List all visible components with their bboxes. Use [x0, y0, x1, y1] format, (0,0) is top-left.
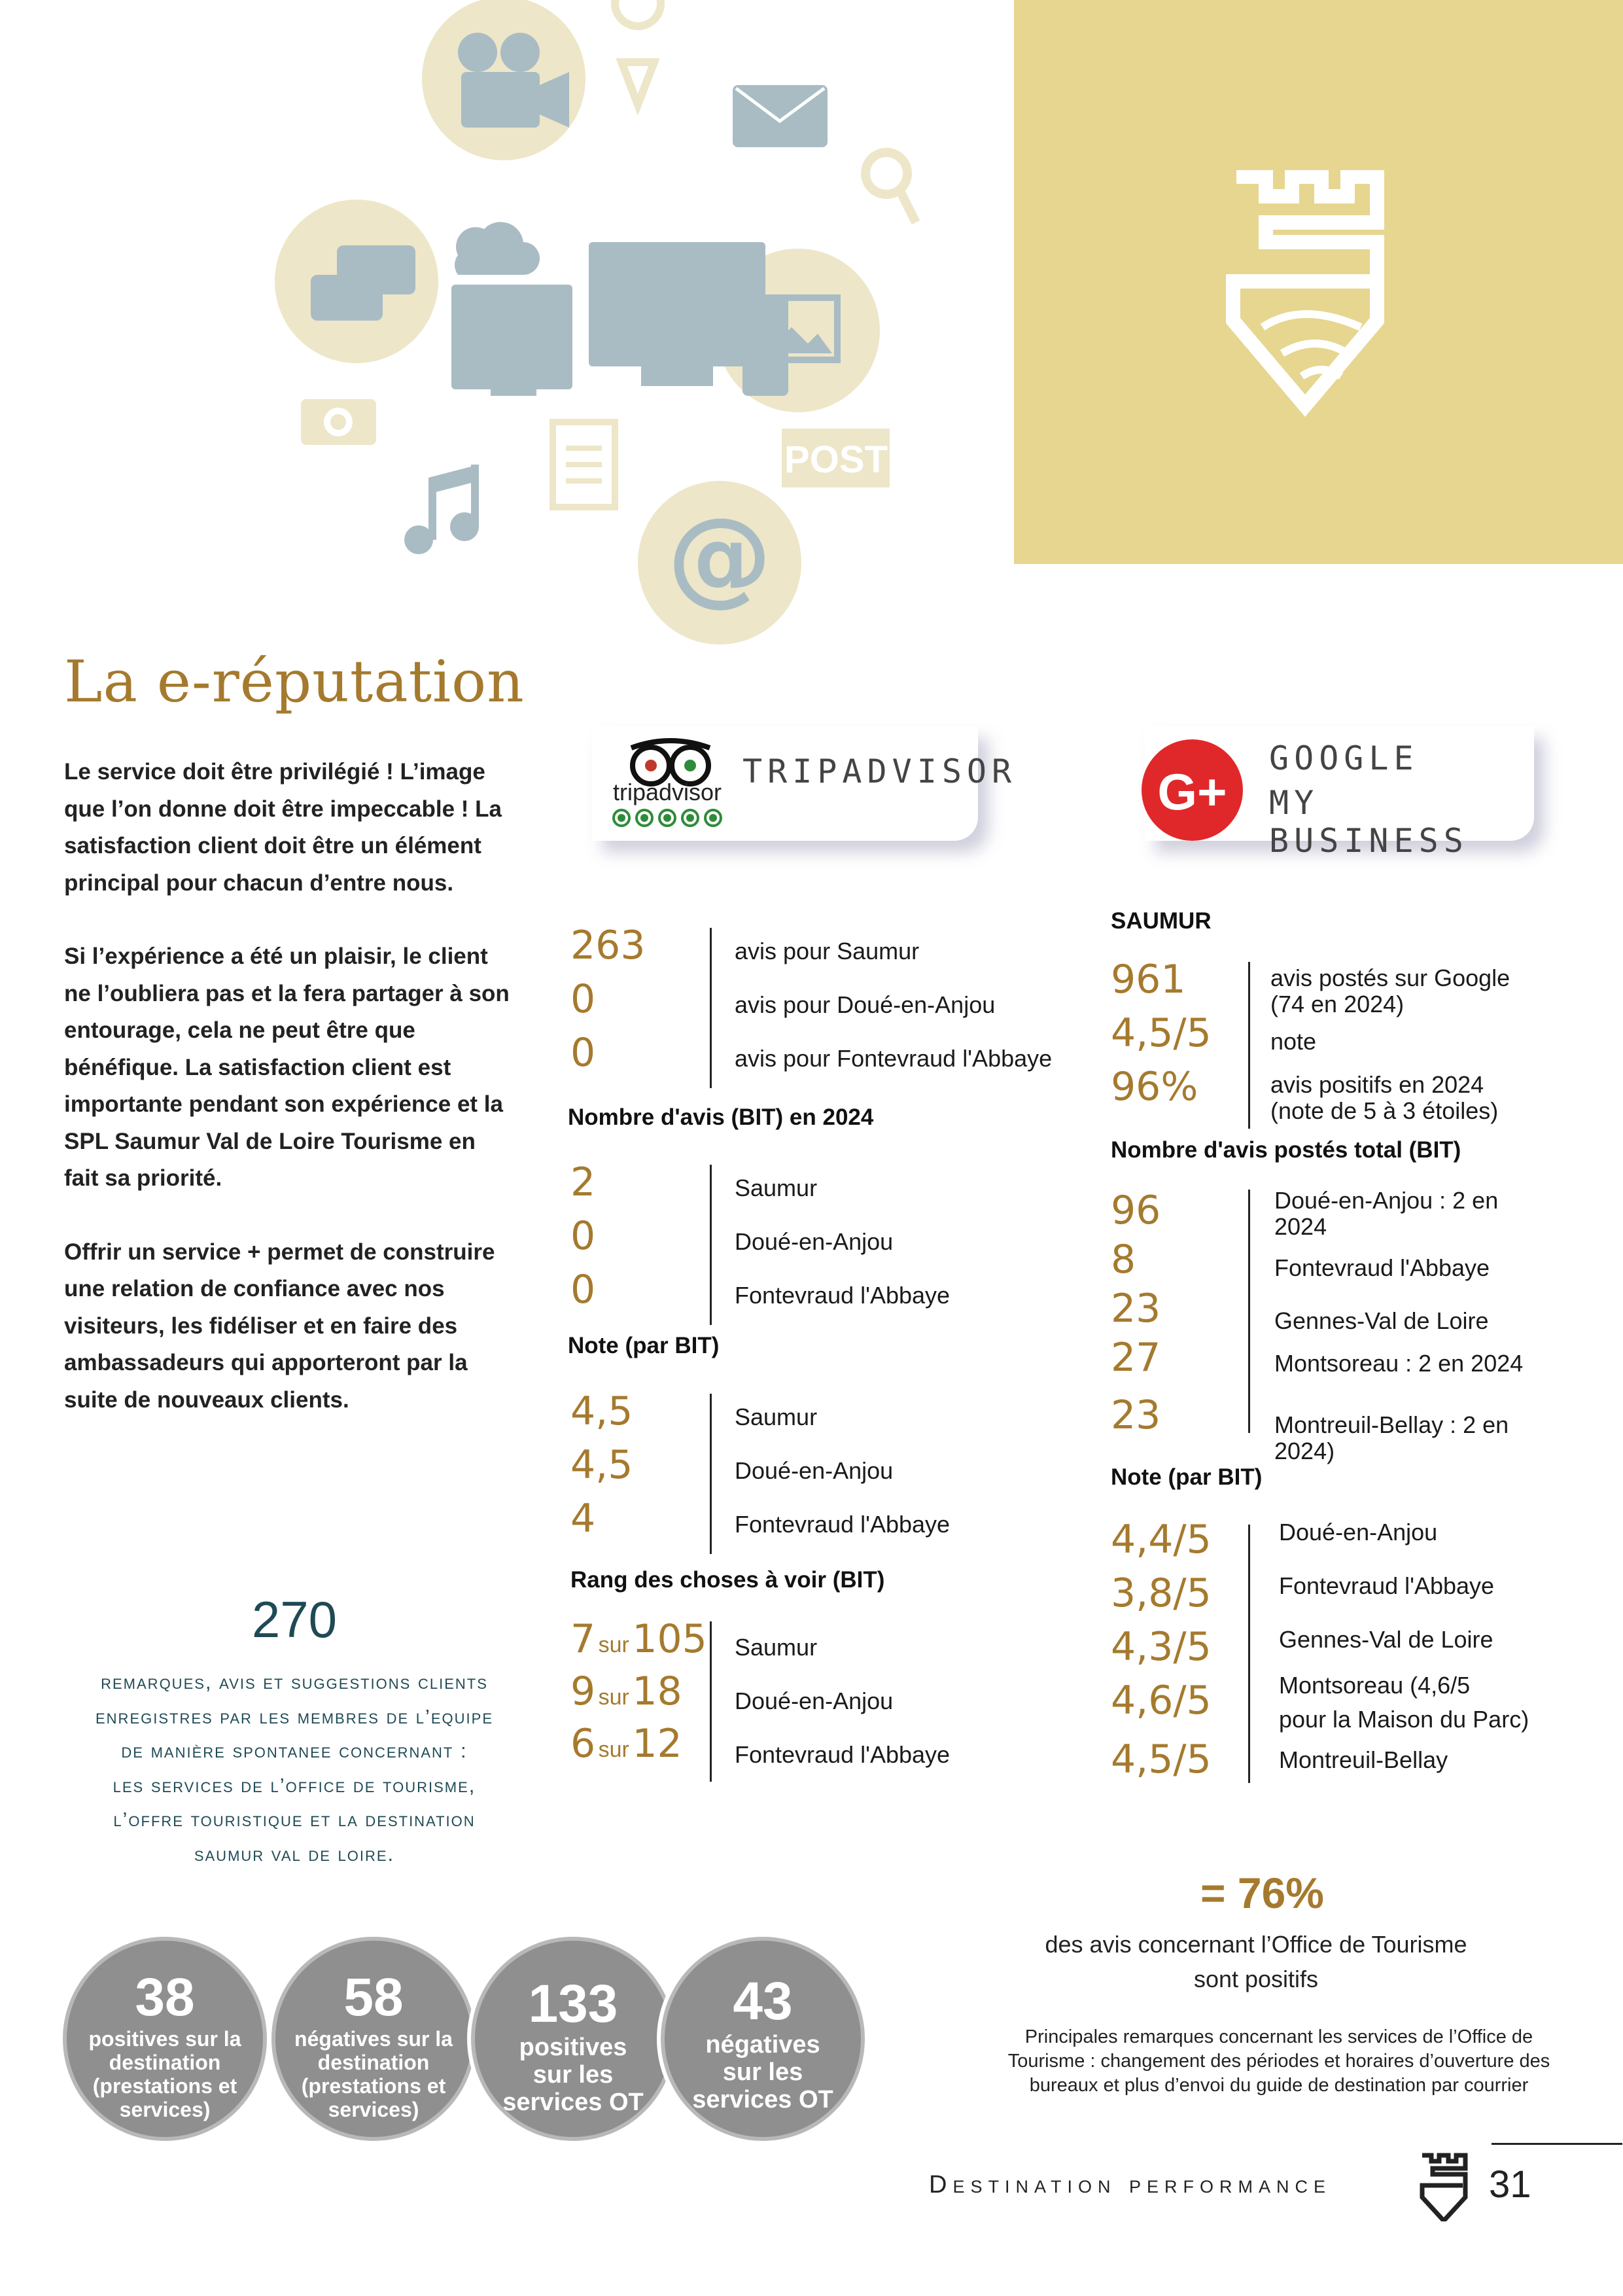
g-total-value: 23: [1111, 1392, 1161, 1438]
g-total-value: 27: [1111, 1335, 1161, 1381]
ta-bit-value: 0: [570, 1267, 596, 1313]
rating-dots-icon: [612, 808, 723, 828]
g-saumur-title: SAUMUR: [1111, 908, 1212, 934]
intro-paragraph-1: Le service doit être privilégié ! L’image que l’on donne doit être impeccable ! La satisfaction client doit être un élément principal pour chacun d’entre nous.: [64, 759, 502, 896]
post-label: POST: [784, 438, 888, 481]
divider: [1248, 962, 1250, 1129]
document-icon: [553, 422, 615, 507]
footer-label: Destination performance: [929, 2171, 1332, 2199]
g-note-value: 4,3/5: [1111, 1624, 1212, 1670]
ta-rank-label: Saumur: [735, 1634, 818, 1661]
g-note-label: Montreuil-Bellay: [1279, 1746, 1448, 1773]
ta-bit-label: Saumur: [735, 1174, 818, 1201]
ta-bit-title: Nombre d'avis (BIT) en 2024: [568, 1104, 874, 1130]
g-note-value: 4,4/5: [1111, 1517, 1212, 1563]
stat-number: 43: [733, 1971, 793, 2031]
google-title-1: GOOGLE: [1269, 739, 1419, 777]
remarks-description: [46, 1665, 543, 1871]
ta-note-title: Note (par BIT): [568, 1333, 720, 1358]
google-plus-label: G+: [1157, 763, 1227, 821]
location-pin-icon: [615, 0, 661, 105]
tripadvisor-title: TRIPADVISOR: [742, 752, 1017, 790]
g-total-title: Nombre d'avis postés total (BIT): [1111, 1137, 1461, 1163]
footer-logo: [1418, 2153, 1471, 2221]
stat-circle-positive-destination: [63, 1937, 267, 2141]
tripadvisor-logo-text: tripadvisor: [612, 779, 722, 805]
stat-label: négatives sur la destination (prestations et services): [294, 2027, 453, 2121]
g-note-label: Fontevraud l'Abbaye: [1279, 1572, 1495, 1599]
stat-circle-negative-ot: [661, 1937, 865, 2141]
g-saumur-value: 961: [1111, 957, 1186, 1002]
at-label: @: [667, 495, 772, 617]
envelope-icon: [733, 85, 828, 147]
divider: [710, 928, 712, 1088]
stat-label: positives sur les services OT: [502, 2034, 644, 2116]
g-total-label: Doué-en-Anjou : 2 en 2024: [1274, 1187, 1499, 1240]
remarks-count: 270: [251, 1591, 338, 1648]
ta-rank-label: Doué-en-Anjou: [735, 1687, 894, 1714]
g-note-value: 4,6/5: [1111, 1678, 1212, 1723]
ta-review-label: avis pour Fontevraud l'Abbaye: [735, 1045, 1053, 1072]
ta-rank-label: Fontevraud l'Abbaye: [735, 1741, 951, 1768]
g-total-label: Gennes-Val de Loire: [1274, 1307, 1489, 1334]
remarks-line: les services de l’office de tourisme,: [113, 1773, 476, 1797]
g-note-label: Doué-en-Anjou: [1279, 1519, 1438, 1545]
stat-label: négatives sur les services OT: [692, 2031, 833, 2113]
ta-note-value: 4,5: [570, 1442, 633, 1488]
stat-number: 58: [343, 1968, 404, 2027]
ta-rank-row: 7 sur 105: [570, 1616, 707, 1662]
stat-label: positives sur la destination (prestations et services): [88, 2027, 241, 2121]
divider: [710, 1165, 712, 1325]
remarks-line: de manière spontanee concernant :: [121, 1739, 468, 1762]
ta-note-label: Saumur: [735, 1404, 818, 1430]
ta-rank-title: Rang des choses à voir (BIT): [570, 1567, 885, 1593]
g-total-label: Fontevraud l'Abbaye: [1274, 1254, 1490, 1281]
footer-divider: [1492, 2143, 1622, 2145]
ta-bit-label: Fontevraud l'Abbaye: [735, 1282, 951, 1309]
music-note-icon: [404, 465, 479, 554]
ta-review-value: 263: [570, 923, 646, 968]
gold-header-block: [1014, 0, 1623, 564]
media-icons-illustration: [262, 0, 981, 648]
g-saumur-label: note: [1270, 1028, 1317, 1055]
ta-note-label: Doué-en-Anjou: [735, 1457, 894, 1484]
intro-paragraph-2: Si l’expérience a été un plaisir, le client ne l’oubliera pas et la fera partager à son entourage, cela ne peut être que bénéfique. La satisfaction client est importante pendant son expérience et la SPL Saumur Val de Loire Tourisme en fait sa priorité.: [64, 944, 510, 1191]
g-note-value: 3,8/5: [1111, 1570, 1212, 1616]
ta-bit-value: 2: [570, 1159, 596, 1205]
remarks-line: enregistres par les membres de l’equipe: [96, 1704, 493, 1728]
stat-number: 38: [135, 1968, 195, 2027]
castle-shield-logo: [1223, 170, 1420, 425]
positive-percentage: = 76%: [1200, 1869, 1324, 1917]
remarks-line: remarques, avis et suggestions clients: [101, 1670, 488, 1693]
tripadvisor-card: [592, 726, 1017, 841]
ta-rank-row: 6 sur 12: [570, 1721, 682, 1767]
g-total-value: 96: [1111, 1188, 1161, 1233]
divider: [710, 1394, 712, 1554]
stat-circle-positive-ot: [471, 1937, 675, 2141]
g-total-label: Montsoreau : 2 en 2024: [1274, 1350, 1524, 1377]
g-note-label: Gennes-Val de Loire: [1279, 1626, 1493, 1653]
ta-review-value: 0: [570, 1030, 596, 1076]
intro-paragraph-3: Offrir un service + permet de construire une relation de confiance avec nos visiteurs, les fidéliser et en faire des ambassadeurs qui apporteront par la suite de nouveaux clients.: [64, 1239, 495, 1413]
remarks-line: l’offre touristique et la destination: [113, 1808, 476, 1831]
g-total-value: 8: [1111, 1237, 1136, 1282]
ta-review-value: 0: [570, 976, 596, 1022]
ta-note-value: 4,5: [570, 1388, 633, 1434]
g-saumur-value: 4,5/5: [1111, 1010, 1212, 1056]
ta-bit-label: Doué-en-Anjou: [735, 1228, 894, 1255]
g-total-value: 23: [1111, 1286, 1161, 1332]
divider: [710, 1621, 712, 1782]
stat-number: 133: [528, 1974, 618, 2034]
g-note-title: Note (par BIT): [1111, 1464, 1263, 1490]
divider: [1248, 1525, 1250, 1783]
ta-note-value: 4: [570, 1496, 596, 1542]
ta-review-label: avis pour Doué-en-Anjou: [735, 991, 996, 1018]
cloud-icon: [455, 222, 540, 275]
g-saumur-value: 96%: [1111, 1064, 1198, 1110]
ta-bit-value: 0: [570, 1213, 596, 1259]
g-total-label: Montreuil-Bellay : 2 en 2024): [1274, 1411, 1509, 1464]
google-title-2: MY BUSINESS: [1269, 784, 1469, 860]
stat-circle-negative-destination: [271, 1937, 476, 2141]
remarks-line: saumur val de loire.: [194, 1842, 395, 1865]
g-note-value: 4,5/5: [1111, 1737, 1212, 1782]
g-note-label: Montsoreau (4,6/5 pour la Maison du Parc): [1279, 1672, 1529, 1733]
divider: [1248, 1190, 1250, 1433]
magnifier-icon: [865, 152, 916, 222]
positive-description: des avis concernant l’Office de Tourisme sont positifs: [1045, 1931, 1467, 1992]
intro-text: [64, 754, 515, 1455]
ta-note-label: Fontevraud l'Abbaye: [735, 1511, 951, 1538]
g-saumur-label: avis postés sur Google (74 en 2024): [1270, 964, 1510, 1017]
ta-review-label: avis pour Saumur: [735, 938, 920, 964]
page-number: 31: [1489, 2163, 1531, 2206]
ta-rank-row: 9 sur 18: [570, 1669, 682, 1714]
photo-camera-icon: [301, 399, 376, 445]
g-saumur-label: avis positifs en 2024 (note de 5 à 3 étoiles): [1270, 1071, 1499, 1124]
page-title: La e-réputation: [64, 648, 525, 715]
google-card: [1145, 726, 1534, 860]
main-remarks-note: Principales remarques concernant les services de l’Office de Tourisme : changement des périodes et horaires d’ouverture des bureaux et plus d’envoi du guide de destination par courrier: [1007, 2026, 1550, 2096]
